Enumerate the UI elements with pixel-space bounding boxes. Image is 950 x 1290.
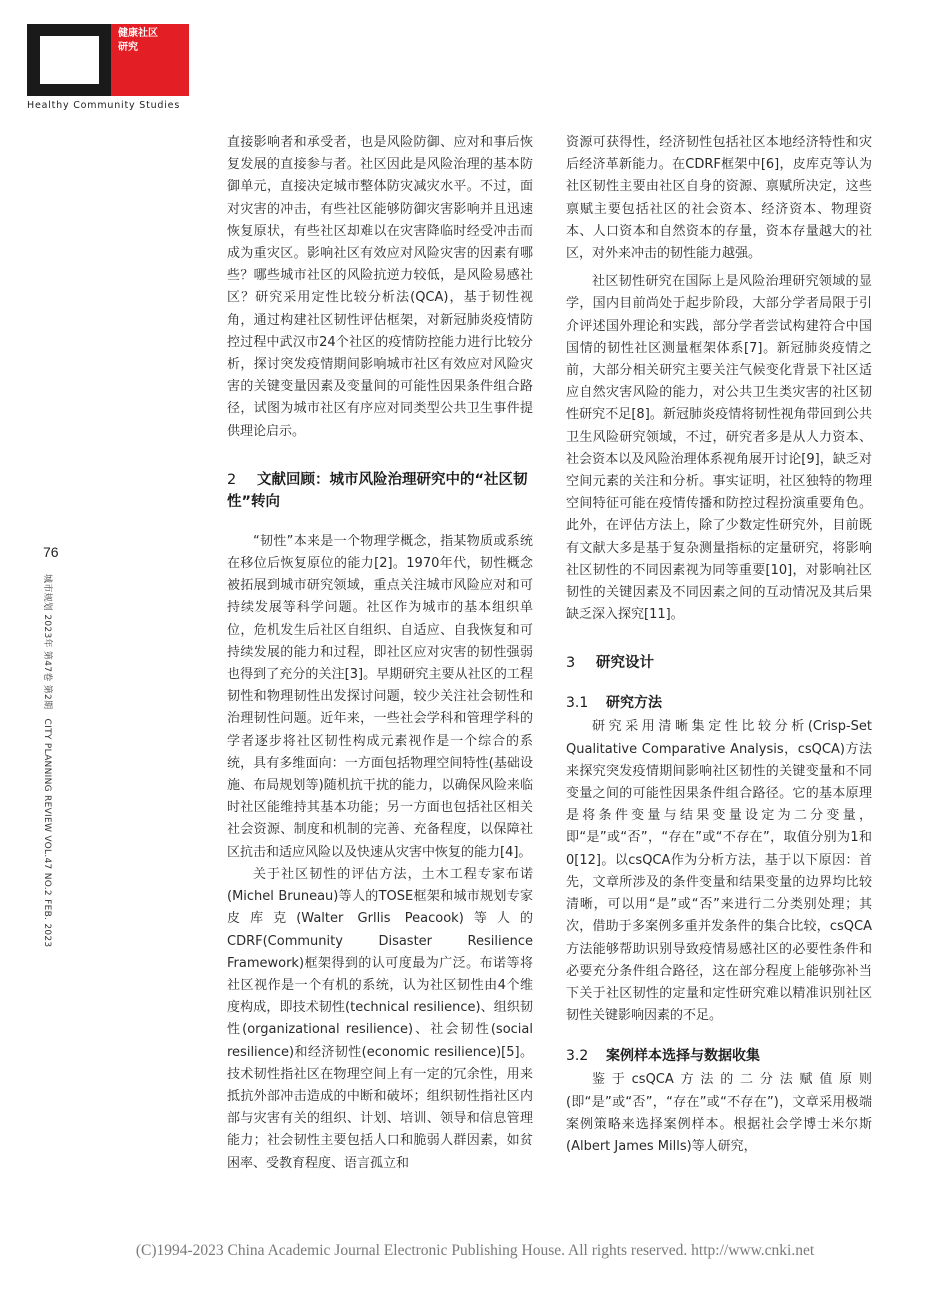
section-number: 3 [566,655,576,672]
issue-info-cn: 城市规划 2023年 第47卷 第2期 [42,574,52,710]
paragraph: 直接影响者和承受者，也是风险防御、应对和事后恢复发展的直接参与者。社区因此是风险治理的基本防御单元，直接决定城市整体防灾减灾水平。不过，面对灾害的冲击，有些社区能够防御灾害影响并且迅速恢复原状，有些社区却难以在灾害降临时经受冲击而成为重灾区。影响社区有效应对风险灾害的因素有哪些？哪些城市社区的风险抗逆力较低，是风险易感社区？研究采用定性比较分析法(QCA)，基于韧性视角，通过构建社区韧性评估框架，对新冠肺炎疫情防控过程中武汉市24个社区的疫情防控能力进行比较分析，探讨突发疫情期间影响城市社区有效应对风险灾害的关键变量因素及变量间的可能性因果条件组合路径，试图为城市社区有序应对同类型公共卫生事件提供理论启示。 [227,135,533,439]
left-column [227,132,533,1175]
section-title-line2: 研究 [118,42,138,53]
issue-info-vertical [41,574,55,948]
paragraph: 资源可获得性，经济韧性包括社区本地经济特性和灾后经济革新能力。在CDRF框架中[6]，皮库克等认为社区韧性主要由社区自身的资源、禀赋所决定，这些禀赋主要包括社区的社会资本、经济资本、物理资本、人口资本和自然资本的存量，资本存量越大的社区，对外来冲击的韧性能力越强。 [566,135,872,262]
subsection-number: 3.2 [566,1048,589,1065]
subsection-heading-text: 研究方法 [606,695,662,712]
section-title-cn [118,27,158,55]
page-number: 76 [43,544,59,560]
section-number: 2 [227,471,237,488]
paragraph: 鉴于csQCA方法的二分法赋值原则(即“是”或“否”，“存在”或“不存在”)，文章采用极端案例策略来选择案例样本。根据社会学博士米尔斯(Albert James Mills)等人研究， [566,1072,872,1154]
paragraph: 社区韧性研究在国际上是风险治理研究领域的显学，国内目前尚处于起步阶段，大部分学者局限于引介评述国外理论和实践，部分学者尝试构建符合中国国情的韧性社区测量框架体系[7]。新冠肺炎疫情之前，大部分相关研究主要关注气候变化背景下社区适应自然灾害风险的能力，对公共卫生类灾害的社区韧性研究不足[8]。新冠肺炎疫情将韧性视角带回到公共卫生风险研究领域，不过，研究者多是从人力资本、社会资本以及风险治理体系视角展开讨论[9]，缺乏对空间元素的关注和分析。事实证明，社区独特的物理空间特征可能在疫情传播和防控过程扮演重要角色。此外，在评估方法上，除了少数定性研究外，目前既有文献大多是基于复杂测量指标的定量研究，将影响社区韧性的不同因素视为同等重要[10]，对影响社区韧性的关键因素及不同因素之间的互动情况及其后果缺乏深入探究[11]。 [566,274,872,623]
paragraph: “韧性”本来是一个物理学概念，指某物质或系统在移位后恢复原位的能力[2]。1970年代，韧性概念被拓展到城市研究领域，重点关注城市风险应对和可持续发展等科学问题。社区作为城市的基本组织单位，危机发生后社区自组织、自适应、自我恢复和可持续发展的能力和过程，即社区应对灾害的韧性强弱也得到了充分的关注[3]。早期研究主要从社区的工程韧性和物理韧性出发探讨问题，较少关注社会韧性和治理韧性问题。近年来，一些社会学科和管理学科的学者逐步将社区韧性构成元素视作是一个综合的系统，具有多维面向：一方面包括物理空间特性(基础设施、布局规划等)随机抗干扰的能力，以确保风险来临时社区能维持其基本功能；另一方面也包括社区相关社会资源、制度和机制的完善、充备程度，以保障社区抗击和适应风险以及快速从灾害中恢复的能力[4]。 [227,533,533,860]
section-title-line1: 健康社区 [118,28,158,39]
subsection-number: 3.1 [566,695,589,712]
subsection-heading [566,1045,872,1067]
paragraph: 关于社区韧性的评估方法，土木工程专家布诺(Michel Bruneau)等人的TOSE框架和城市规划专家皮库克(Walter Grllis Peacook)等人的CDRF(Community Disaster Resilience Framework)框架得到的认可度最为广泛。布诺等将社区视作是一个有机的系统，认为社区韧性由4个维度构成，即技术韧性(technical resilience)、组织韧性(organizational resilience)、社会韧性(social resilience)和经济韧性(economic resilience)[5]。技术韧性指社区在物理空间上有一定的冗余性，用来抵抗外部冲击造成的中断和破坏；组织韧性指社区内部与灾害有关的组织、计划、培训、领导和信息管理能力；社会韧性主要包括人口和脆弱人群因素，如贫困率、受教育程度、语言孤立和 [227,866,533,1171]
section-heading-text: 文献回顾：城市风险治理研究中的“社区韧性”转向 [227,471,528,510]
section-heading [566,652,872,674]
right-column [566,132,872,1158]
journal-logo-white-square [40,36,99,84]
issue-info-en: CITY PLANNING REVIEW VOL.47 NO.2 FEB. 2023 [42,718,52,948]
section-heading [227,469,533,513]
subsection-heading-text: 案例样本选择与数据收集 [606,1048,760,1065]
copyright-watermark: (C)1994-2023 China Academic Journal Electronic Publishing House. All rights reserved. http://www.cnki.net [135,1242,815,1259]
paragraph: 研究采用清晰集定性比较分析(Crisp-Set Qualitative Comparative Analysis，csQCA)方法来探究突发疫情期间影响社区韧性的关键变量和不同变量之间的可能性因果条件组合路径。它的基本原理是将条件变量与结果变量设定为二分变量，即“是”或“否”，“存在”或“不存在”，取值分别为1和0[12]。以csQCA作为分析方法，基于以下原因：首先，文章所涉及的条件变量和结果变量的边界均比较清晰，可以用“是”或“否”来进行二分类别处理；其次，借助于多案例多重并发条件的集合比较，csQCA方法能够帮助识别导致疫情易感社区的必要性条件和必要充分条件组合路径，这在部分程度上能够弥补当下关于社区韧性的定量和定性研究难以精准识别社区韧性关键影响因素的不足。 [566,719,872,1024]
section-title-en: Healthy Community Studies [27,100,181,111]
section-heading-text: 研究设计 [596,655,654,672]
subsection-heading [566,692,872,714]
